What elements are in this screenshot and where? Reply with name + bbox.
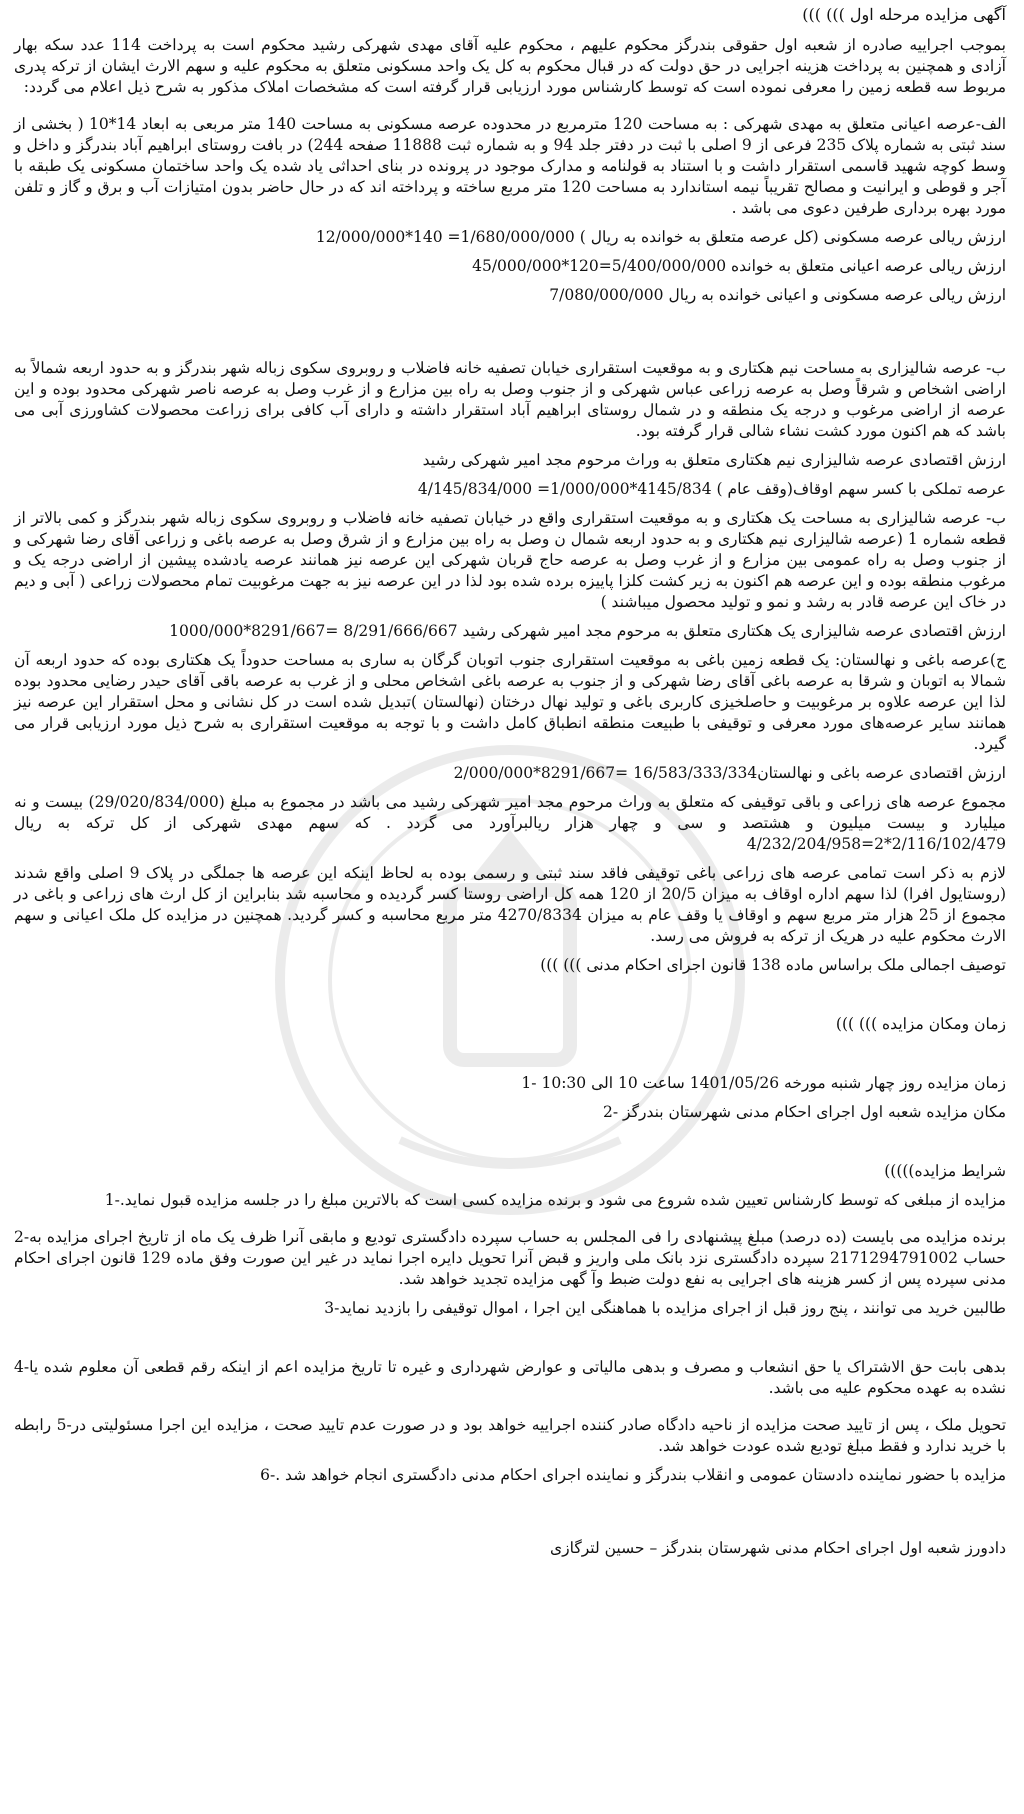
property-be1-description: ب- عرصه شالیزاری به مساحت نیم هکتاری و به موقعیت استقراری خیابان تصفیه خانه فاضلاب و روبروی سکوی زباله شهر بندرگز و به حدود اربعه شمالاً به اراضی اشخاص و شرقاً وصل به عرصه زراعی عباس شهرکی و از جنوب وصل به راه بین مزارع و از غرب وصل به عرصه ناصر شهرکی محدود بوده و این عرصه از اراضی مرغوب و درجه یک منطقه و در شمال روستای ابراهیم آباد استقرار داشته و دارای آب کافی برای زراعت محصولات کشاورزی آبی می باشد که هم اکنون مورد کشت نشاء شالی قرار گرفته بود. xyxy=(14,359,1006,440)
condition-5: تحویل ملک ، پس از تایید صحت مزایده از ناحیه دادگاه صادر کننده اجراییه خواهد بود و در صورت عدم تایید صحت ، مزایده این اجرا مسئولیتی در-5 رابطه با خرید ندارد و فقط مبلغ تودیع شده عودت خواهد شد. xyxy=(14,1416,1007,1455)
auction-place: مکان مزایده شعبه اول اجرای احکام مدنی شهرستان بندرگز -2 xyxy=(603,1103,1006,1121)
signature-line: دادورز شعبه اول اجرای احکام مدنی شهرستان بندرگز – حسین لترگازی xyxy=(550,1539,1006,1557)
property-be2-description: ب- عرصه شالیزاری به مساحت یک هکتاری و به موقعیت استقراری واقع در خیابان تصفیه خانه فاضلاب و روبروی سکوی زباله شهر بندرگز و کمی بالاتر از قطعه شماره 1 (عرصه شالیزاری نیم هکتاری و به حدود اربعه شمال ن وصل به راه بین مزارع و از شرق وصل به عرصه باغی و زراعی آقای رضا شهرکی و از جنوب وصل به راه عمومی بین مزارع و از غرب وصل به عرصه حاج قربان شهرکی این عرصه نیز همانند عرصه یادشده پیشین از اراضی درجه یک و مرغوب منطقه بوده و این عرصه هم اکنون به زیر کشت کلزا پاییزه برده شده بود لذا در این عرصه نیز به جهت مرغوبیت تمام محصولات زراعی ( آبی و دیم در خاک این عرصه قادر به رشد و نمو و تولید محصول میباشند ) xyxy=(14,509,1006,611)
summary-description: توصیف اجمالی ملک براساس ماده 138 قانون اجرای احکام مدنی ))) ))) xyxy=(540,956,1006,974)
property-be1-value-2: عرصه تملکی با کسر سهم اوقاف(وقف عام ) 4145/834*1/000/000= 4/145/834/000 xyxy=(417,480,1006,498)
condition-2: برنده مزایده می بایست (ده درصد) مبلغ پیشنهادی را فی المجلس به حساب سپرده دادگستری تودیع و مابقی آنرا ظرف یک ماه از تاریخ اجرای مزایده به-2 حساب 2171294791002 سپرده دادگستری نزد بانک ملی واریز و قبض آنرا تحویل دایره اجرا نماید در غیر این صورت وفق ماده 129 قانون اجرای احکام مدنی سپرده پس از کسر هزینه های اجرایی به نفع دولت ضبط وآ گهی مزایده تجدید خواهد شد. xyxy=(14,1228,1006,1288)
property-alef-value-1: ارزش ریالی عرصه مسکونی (کل عرصه متعلق به خوانده به ریال ) 1/680/000/000= 140*12/000/000 xyxy=(315,228,1006,246)
property-alef-value-3: ارزش ریالی عرصه مسکونی و اعیانی خوانده به ریال 7/080/000/000 xyxy=(549,286,1006,304)
condition-3: طالبین خرید می توانند ، پنج روز قبل از اجرای مزایده با هماهنگی این اجرا ، اموال توقیفی را بازدید نماید-3 xyxy=(324,1299,1006,1317)
property-jim-value-1: ارزش اقتصادی عرصه باغی و نهالستان16/583/333/334 =8291/667*2/000/000 xyxy=(453,764,1006,782)
property-alef-description: الف-عرصه اعیانی متعلق به مهدی شهرکی : به مساحت 120 مترمربع در محدوده عرصه مسکونی به مساحت 140 متر مربعی به ابعاد 14*10 ( بخشی از سند ثبتی به شماره پلاک 235 فرعی از 9 اصلی با ثبت در دفتر جلد 94 و به شماره ثبت 11888 صفحه 244) در بافت روستای ابراهیم آباد بندرگز و داخل و وسط کوچه شهید قاسمی استقرار داشت و با استناد به قولنامه و مدارک موجود در پرونده در بنای احداثی یاد شده یک واحد ساختمان مسکونی یک طبقه با آجر و قوطی و ایرانیت و مصالح تقریباً نیمه استاندارد به مساحت 120 متر مربع ساخته و پرداخته اند که در حال حاضر بدون امتیازات آب و برق و گاز و تلفن مورد بهره برداری طرفین دعوی می باشد . xyxy=(14,115,1007,217)
condition-1: مزایده از مبلغی که توسط کارشناس تعیین شده شروع می شود و برنده مزایده کسی است که بالاترین مبلغ را در جلسه مزایده قبول نماید.-1 xyxy=(104,1191,1006,1209)
auction-time: زمان مزایده روز چهار شنبه مورخه 1401/05/26 ساعت 10 الی 10:30 -1 xyxy=(521,1074,1006,1092)
property-be2-value-1: ارزش اقتصادی عرصه شالیزاری یک هکتاری متعلق به مرحوم مجد امیر شهرکی رشید 8/291/666/667 =8291/667*1000/000 xyxy=(169,622,1006,640)
condition-6: مزایده با حضور نماینده دادستان عمومی و انقلاب بندرگز و نماینده اجرای احکام مدنی دادگستری انجام خواهد شد .-6 xyxy=(260,1466,1006,1484)
conditions-heading: شرایط مزایده))))) xyxy=(884,1162,1006,1180)
notice-title: آگهی مزایده مرحله اول ))) ))) xyxy=(802,5,1006,24)
property-be1-value-1: ارزش اقتصادی عرصه شالیزاری نیم هکتاری متعلق به وراث مرحوم مجد امیر شهرکی رشید xyxy=(422,451,1006,469)
endowment-note: لازم به ذکر است تمامی عرصه های زراعی باغی توقیفی فاقد سند ثبتی و رسمی بوده به لحاظ اینکه این عرصه ها جملگی در پلاک 9 اصلی واقع شدند (روستایول افرا) لذا سهم اداره اوقاف به میزان 20/5 از 120 همه کل اراضی روستا کسر گردیده و محاسبه شد بنابراین از کل ارث های زراعی و باغی در مجموع از 25 هزار متر مربع سهم و اوقاف یا وقف عام به میزان 4270/8334 متر مربع محاسبه و کسر گردید. همچنین در مزایده کل ملک اعیانی و سهم الارث محکوم علیه در هریک از ترکه به فروش می رسد. xyxy=(14,864,1007,945)
property-alef-value-2: ارزش ریالی عرصه اعیانی متعلق به خوانده 5/400/000/000=120*45/000/000 xyxy=(472,257,1006,275)
notice-intro: بموجب اجراییه صادره از شعبه اول حقوقی بندرگز محکوم علیهم ، محکوم علیه آقای مهدی شهرکی رشید محکوم است به پرداخت 114 عدد سکه بهار آزادی و همچنین به پرداخت هزینه اجرایی در حق دولت که در قبال محکوم به کل یک واحد مسکونی متعلق به محکوم علیه و سهم الارث ایشان از ترکه پدری مربوط سه قطعه زمین را معرفی نموده است که توسط کارشناس مورد ارزیابی قرار گرفته است که مشخصات املاک مذکور به شرح ذیل اعلام می گردد: xyxy=(14,36,1006,96)
condition-4: بدهی بابت حق الاشتراک یا حق انشعاب و مصرف و بدهی مالیاتی و عوارض شهرداری و غیره تا تاریخ مزایده اعم از اینکه رقم قطعی آن معلوم شده یا-4 نشده به عهده محکوم علیه می باشد. xyxy=(14,1358,1006,1397)
time-place-heading: زمان ومکان مزایده ))) ))) xyxy=(835,1015,1006,1033)
property-jim-description: ج)عرصه باغی و نهالستان: یک قطعه زمین باغی به موقعیت استقراری جنوب اتوبان گرگان به ساری به مساحت حدوداً یک هکتاری بوده که حدود اربعه آن شمالا به اتوبان و شرقا به عرصه باغی آقای رضا شهرکی و از جنوب به عرصه باغی اشخاص محلی و از غرب به عرصه باقی آقای حیدر رضایی محدود بوده لذا این عرصه علاوه بر مرغوبیت و حاصلخیزی کاربری باغی و تولید نهال درختان (نهالستان )تبدیل شده است در کل نشانی و محل استقرار این عرصه نیز همانند سایر عرصه‌های مورد معرفی و توقیفی با طبیعت منطقه انطباق کامل داشت و با توجه به موقعیت استقراری به شرح ذیل مورد ارزیابی قرار می گیرد. xyxy=(14,651,1006,753)
inheritance-sum: مجموع عرصه های زراعی و باقی توقیفی که متعلق به وراث مرحوم مجد امیر شهرکی رشید می باشد در مجموع به مبلغ (29/020/834/000) بیست و نه میلیارد و بیست میلیون و هشتصد و سی و چهار هزار ریالبرآورد می گردد . که سهم مهدی شهرکی از کل ترکه به ریال 2/116/102/479*2=4/232/204/958 xyxy=(14,793,1006,853)
